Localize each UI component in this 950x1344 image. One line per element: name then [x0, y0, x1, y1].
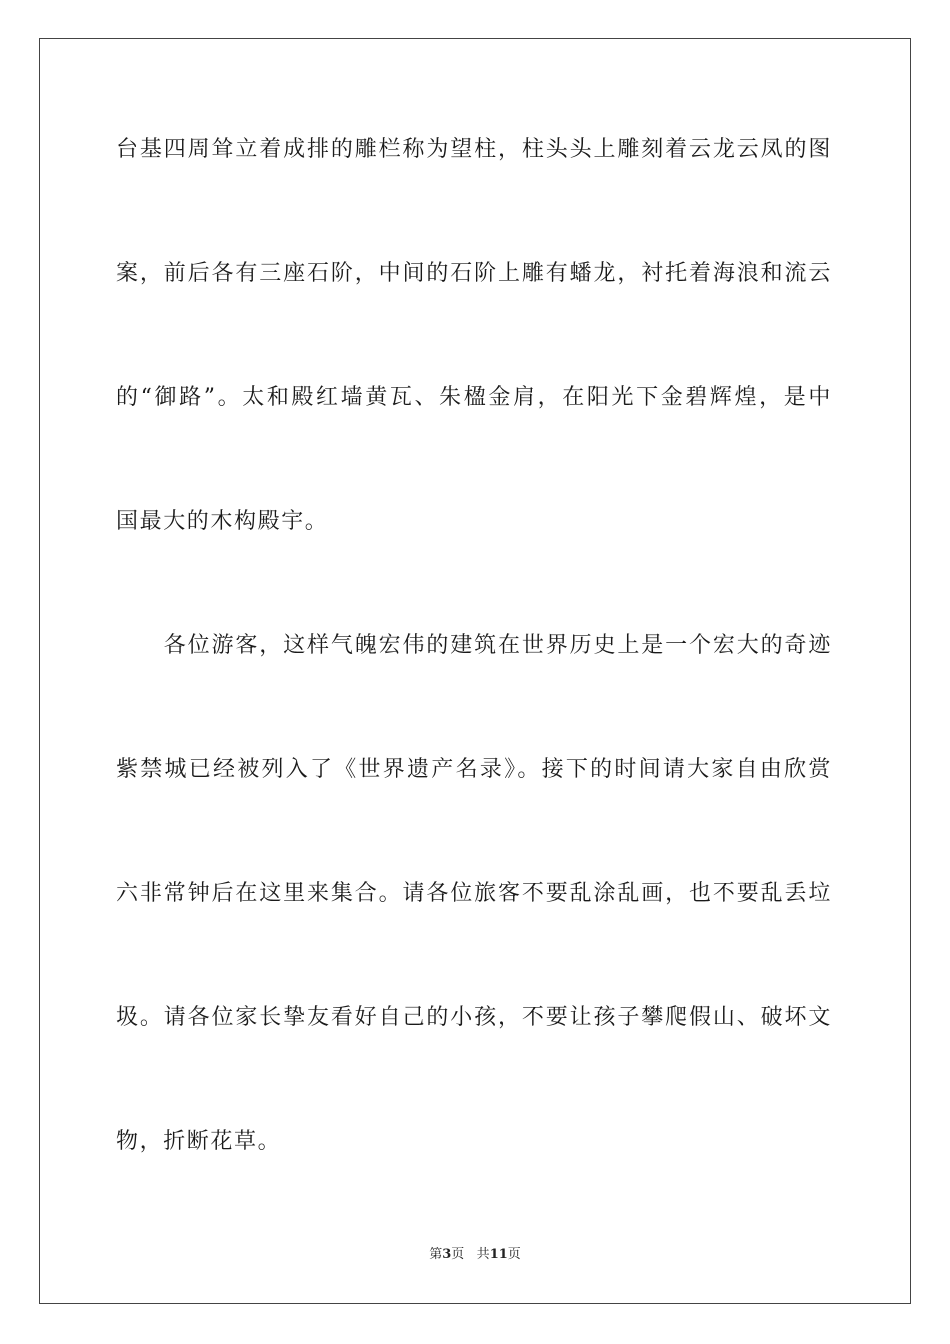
- body-text-line-4: 国最大的木构殿宇。: [116, 509, 329, 534]
- body-text-line-3: 的“御路”。太和殿红墙黄瓦、朱楹金肩，在阳光下金碧辉煌，是中: [116, 385, 832, 410]
- body-text-line-6: 紫禁城已经被列入了《世界遗产名录》。接下的时间请大家自由欣赏: [116, 757, 832, 782]
- footer-total-number: 11: [489, 1247, 508, 1262]
- body-text-line-2: 案，前后各有三座石阶，中间的石阶上雕有蟠龙，衬托着海浪和流云: [116, 261, 832, 286]
- footer-page-number: 3: [442, 1247, 452, 1262]
- footer-page-prefix: 第: [429, 1247, 443, 1262]
- body-text-line-5: 各位游客，这样气魄宏伟的建筑在世界历史上是一个宏大的奇迹: [116, 633, 832, 658]
- footer-page-suffix: 页: [451, 1247, 465, 1262]
- footer-total-prefix: 共: [476, 1247, 490, 1262]
- body-text-line-1: 台基四周耸立着成排的雕栏称为望柱，柱头头上雕刻着云龙云凤的图: [116, 137, 832, 162]
- footer-total-suffix: 页: [507, 1247, 521, 1262]
- body-text-line-9: 物，折断花草。: [116, 1129, 282, 1154]
- body-text-line-8: 圾。请各位家长挚友看好自己的小孩，不要让孩子攀爬假山、破坏文: [116, 1005, 832, 1030]
- page-footer: [0, 1246, 950, 1264]
- page-border: [39, 38, 911, 1304]
- body-text-line-7: 六非常钟后在这里来集合。请各位旅客不要乱涂乱画，也不要乱丢垃: [116, 881, 832, 906]
